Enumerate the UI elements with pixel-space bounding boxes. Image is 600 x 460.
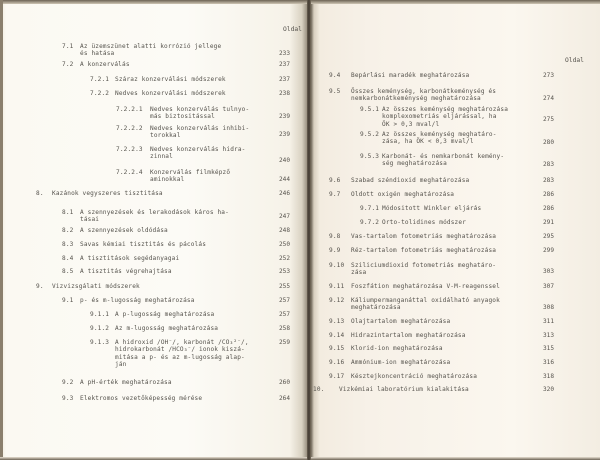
toc-entry-number: 9.5.2: [360, 131, 380, 138]
toc-page-number: 246: [278, 190, 290, 197]
toc-entry-title: A szennyezések oldódása: [80, 227, 168, 234]
toc-page-number: 286: [542, 205, 554, 212]
toc-page-number: 238: [278, 90, 290, 97]
toc-entry-number: 9.1: [62, 297, 74, 304]
toc-entry-number: 9.7: [329, 191, 341, 198]
toc-entry-title: p- és m-lugosság meghatározása: [80, 297, 195, 304]
toc-page-number: 320: [542, 386, 554, 393]
toc-entry-number: 9.1.1: [90, 311, 110, 318]
toc-page-number: 308: [542, 304, 554, 311]
toc-entry-number: 9.1.3: [90, 339, 110, 346]
toc-entry-title: Az összes keménység meghatáro- zása, ha ÖK < 0,3 mval/l: [382, 131, 497, 146]
toc-entry-number: 7.2.1: [90, 76, 110, 83]
page-top-edge: [0, 0, 308, 4]
toc-page-number: 274: [542, 95, 554, 102]
page-column-header: Oldal: [565, 57, 584, 64]
toc-page-number: 247: [278, 213, 290, 220]
toc-page-number: 233: [278, 50, 290, 57]
toc-entry-number: 8.: [36, 190, 44, 197]
toc-page-number: 299: [542, 247, 554, 254]
toc-page-number: 303: [542, 268, 554, 275]
toc-entry-title: Foszfátion meghatározása V-M-reagenssel: [351, 283, 500, 290]
toc-page-number: 280: [542, 139, 554, 146]
toc-entry-number: 9.7.2: [360, 219, 380, 226]
toc-entry-number: 9.15: [329, 345, 345, 352]
toc-entry-title: Nedves konzerválás tulnyo- más biztositással: [150, 106, 250, 121]
toc-page-number: 259: [278, 339, 290, 346]
toc-entry-number: 8.3: [62, 241, 74, 248]
toc-page-number: 237: [278, 61, 290, 68]
toc-page-number: 239: [278, 113, 290, 120]
toc-entry-title: A hidroxid /OH⁻/, karbonát /CO₃²⁻/, hidrokarbonát /HCO₃⁻/ ionok kiszá- mitása a p- és az m-lugosság alap- ján: [115, 339, 249, 369]
toc-entry-title: Káliumpermanganáttal oxidálható anyagok meghatározása: [351, 297, 500, 312]
toc-page-number: 248: [278, 227, 290, 234]
toc-entry-number: 9.5.1: [360, 106, 380, 113]
toc-entry-number: 7.2: [62, 61, 74, 68]
toc-page-number: 291: [542, 219, 554, 226]
toc-entry-number: 9.3: [62, 395, 74, 402]
page-top-edge: [311, 0, 600, 4]
toc-page-number: 295: [542, 233, 554, 240]
toc-entry-number: 9.16: [329, 359, 345, 366]
toc-page-number: 252: [278, 255, 290, 262]
toc-entry-title: Hidrazintartalom meghatározása: [351, 332, 466, 339]
toc-entry-number: 9.: [36, 283, 44, 290]
toc-page-number: 257: [278, 311, 290, 318]
toc-entry-title: A pH-érték meghatározása: [80, 379, 172, 386]
toc-page-number: 316: [542, 359, 554, 366]
toc-page-number: 253: [278, 268, 290, 275]
toc-entry-title: Vizvizsgálati módszerek: [52, 283, 140, 290]
toc-page-number: 286: [542, 191, 554, 198]
page-column-header: Oldal: [283, 26, 302, 33]
toc-entry-number: 8.5: [62, 268, 74, 275]
toc-page-number: 255: [278, 283, 290, 290]
toc-entry-number: 7.1: [62, 43, 74, 50]
toc-entry-number: 9.11: [329, 283, 345, 290]
toc-entry-number: 8.1: [62, 209, 74, 216]
toc-page-number: 313: [542, 332, 554, 339]
toc-entry-title: A tisztitás végrehajtása: [80, 268, 172, 275]
toc-entry-number: 9.17: [329, 373, 345, 380]
toc-page-number: 283: [542, 177, 554, 184]
toc-entry-number: 8.4: [62, 255, 74, 262]
toc-entry-title: Nedves konzerválás hidra- zinnal: [150, 146, 246, 161]
toc-entry-number: 9.14: [329, 332, 345, 339]
toc-page-number: 311: [542, 318, 554, 325]
toc-page-number: 283: [542, 161, 554, 168]
toc-entry-title: Szabad széndioxid meghatározása: [351, 177, 470, 184]
toc-entry-title: Klorid-ion meghatározása: [351, 345, 443, 352]
toc-entry-number: 9.6: [329, 177, 341, 184]
toc-entry-number: 7.2.2.2: [116, 125, 143, 132]
toc-entry-number: 9.4: [329, 72, 341, 79]
toc-entry-title: Savas kémiai tisztitás és pácolás: [80, 241, 207, 248]
toc-entry-number: 7.2.2.4: [116, 169, 143, 176]
toc-entry-title: Oldott oxigén meghatározása: [351, 191, 455, 198]
toc-entry-title: Sziliciumdioxid fotometriás meghatáro- zása: [351, 262, 497, 277]
toc-page-number: 275: [542, 116, 554, 123]
toc-entry-title: Az összes keménység meghatározása komplexometriás eljárással, ha ÖK > 0,3 mval/l: [382, 106, 509, 128]
toc-entry-number: 7.2.2: [90, 90, 110, 97]
toc-entry-number: 9.13: [329, 318, 345, 325]
toc-entry-title: Az üzemszünet alatti korrózió jellege és hatása: [80, 43, 222, 58]
toc-entry-title: Olajtartalom meghatározása: [351, 318, 451, 325]
toc-page-number: 264: [278, 395, 290, 402]
toc-entry-number: 9.7.1: [360, 205, 380, 212]
toc-page-number: 307: [542, 283, 554, 290]
right-page: [311, 0, 600, 460]
toc-entry-title: Száraz konzerválási módszerek: [115, 76, 226, 83]
toc-entry-number: 10.: [313, 386, 325, 393]
toc-entry-title: Összes keménység, karbonátkeménység és nemkarbonátkeménység meghatározása: [351, 88, 497, 103]
toc-page-number: 244: [278, 176, 290, 183]
toc-entry-number: 7.2.2.1: [116, 106, 143, 113]
toc-entry-title: A tisztitások segédanyagai: [80, 255, 180, 262]
toc-page-number: 237: [278, 76, 290, 83]
toc-entry-title: Módositott Winkler eljárás: [382, 205, 482, 212]
toc-entry-title: Nedves konzerválási módszerek: [115, 90, 226, 97]
toc-entry-number: 9.12: [329, 297, 345, 304]
toc-entry-title: Elektromos vezetőképesség mérése: [80, 395, 203, 402]
toc-page-number: 250: [278, 241, 290, 248]
toc-entry-number: 8.2: [62, 227, 74, 234]
toc-page-number: 240: [278, 157, 290, 164]
toc-entry-title: Késztejkoncentráció meghatározása: [351, 373, 478, 380]
toc-entry-title: Karbonát- és nemkarbonát kemény- ség meghatározása: [382, 153, 505, 168]
toc-entry-title: A p-lugosság meghatározása: [115, 311, 215, 318]
toc-entry-title: A konzerválás: [80, 61, 130, 68]
toc-entry-title: Kazánok vegyszeres tisztitása: [52, 190, 163, 197]
toc-page-number: 239: [278, 131, 290, 138]
toc-entry-number: 9.10: [329, 262, 345, 269]
toc-entry-number: 9.8: [329, 233, 341, 240]
page-left-edge: [0, 0, 3, 460]
toc-entry-title: Nedves konzerválás inhibi- torokkal: [150, 125, 250, 140]
toc-page-number: 273: [542, 72, 554, 79]
toc-page-number: 315: [542, 345, 554, 352]
toc-entry-number: 9.1.2: [90, 325, 110, 332]
toc-page-number: 258: [278, 325, 290, 332]
toc-entry-number: 9.5: [329, 88, 341, 95]
toc-entry-title: Orto-tolidines módszer: [382, 219, 467, 226]
toc-entry-number: 9.5.3: [360, 153, 380, 160]
toc-entry-number: 9.2: [62, 379, 74, 386]
toc-entry-title: A szennyezések és lerakodások káros ha- tásai: [80, 209, 229, 224]
toc-page-number: 257: [278, 297, 290, 304]
toc-page-number: 260: [278, 379, 290, 386]
toc-entry-number: 9.9: [329, 247, 341, 254]
toc-entry-title: Réz-tartalom fotometriás meghatározása: [351, 247, 497, 254]
toc-entry-title: Ammónium-ion meghatározása: [351, 359, 451, 366]
toc-entry-title: Bepárlási maradék meghatározása: [351, 72, 470, 79]
toc-entry-title: Az m-lugosság meghatározása: [115, 325, 219, 332]
toc-entry-title: Vas-tartalom fotometriás meghatározása: [351, 233, 497, 240]
toc-entry-number: 7.2.2.3: [116, 146, 143, 153]
toc-page-number: 318: [542, 373, 554, 380]
toc-entry-title: Vizkémiai laboratórium kialakitása: [339, 386, 469, 393]
toc-entry-title: Konzerválás filmképző aminokkal: [150, 169, 231, 184]
